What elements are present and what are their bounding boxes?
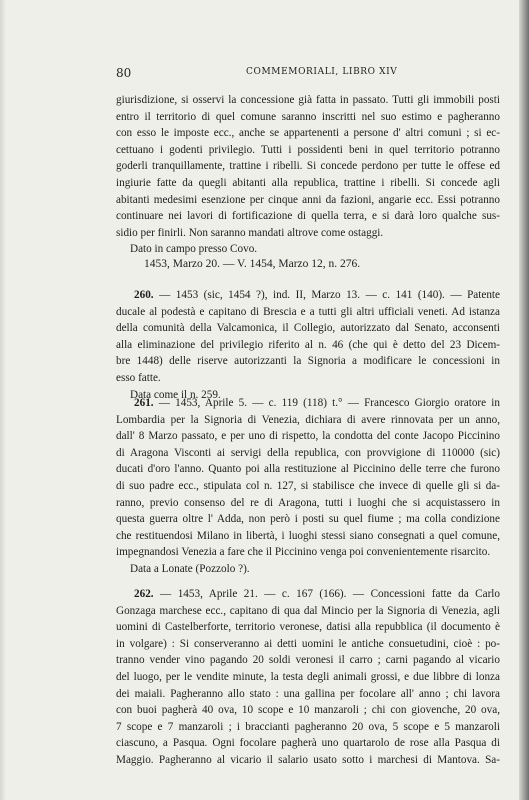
text-line: in volgare) : Si conserveranno ai detti uomini le antiche consuetudini, cioè : po-	[116, 637, 500, 650]
text-line: dei maiali. Pagheranno allo stato : una gallina per focolare all' anno ; chi lavora	[116, 687, 500, 700]
section-heading	[116, 256, 500, 273]
text-line: ranno, previo consenso del re di Aragona, tutti i luoghi che si acquistassero in	[116, 496, 500, 509]
entry-first-line-text: — 1453, Aprile 21. — c. 167 (166). — Concessioni fatte da Carlo	[153, 588, 500, 600]
text-line: di suo padre ecc., stipulata col n. 127, si stabilisce che invece di quelle gli si da-	[116, 479, 500, 492]
text-line: con buoi pagherà 40 ova, 10 scope e 10 manzaroli ; chi con giovenche, 20 ova,	[116, 704, 500, 717]
text-line: goderli tranquillamente, trattine i ribelli. Si concede perdono per tutte le offese ed	[116, 160, 500, 173]
text-line: ciascuno, a Pasqua. Ogni focolare pagherà uno quartarolo de rose alla Pasqua di	[116, 737, 500, 750]
text-line: di Aragona Visconti ai servigi della republica, con provvigione di 110000 (sic)	[116, 446, 500, 459]
page-left-edge	[0, 0, 6, 800]
text-line: del luogo, per le vendite minute, la testa degli animali grossi, e due libbre di lonza	[116, 670, 500, 683]
dated-line: Data a Lonate (Pozzolo ?).	[130, 562, 250, 575]
book-spine-shadow	[519, 0, 529, 800]
text-line: ingiurie fatte da quegli abitanti alla republica, trattine i ribelli. Si concede agli	[116, 176, 500, 189]
text-line: impegnandosi Venezia a fare che il Piccinino venga poi convenientemente risarcito.	[116, 546, 491, 559]
text-line: uomini di Castelberforte, territorio veronese, datisi alla repubblica (il documento è	[116, 621, 500, 634]
text-line: della comunità della Valcamonica, il Collegio, autorizzato dal Senato, acconsenti	[116, 322, 500, 335]
text-line: ducati d'oro l'anno. Quanto poi alla restituzione al Piccinino delle terre che furono	[116, 463, 500, 476]
running-header	[116, 66, 496, 80]
entry-first-line	[116, 586, 500, 603]
text-line: Maggio. Pagheranno al vicario il salario usato sotto i marchesi di Mantova. Sa-	[116, 753, 500, 766]
text-line: sidio per finirli. Non saranno mandati altrove come ostaggi.	[116, 226, 384, 239]
text-line: con esso le imposte ecc., anche se appartenenti a persone d' altri comuni ; si ec-	[116, 127, 500, 140]
entry-first-line	[116, 395, 500, 412]
text-line: bre 1448) delle riserve autorizzanti la Signoria a modificare le concessioni in	[116, 355, 500, 368]
section-heading-text: 1453, Marzo 20. — V. 1454, Marzo 12, n. 276.	[144, 258, 361, 270]
entry-number: 261.	[134, 397, 154, 409]
entry-first-line	[116, 287, 500, 304]
entry-260	[116, 287, 500, 403]
dated-line: Dato in campo presso Covo.	[130, 243, 258, 256]
text-line: Gonzaga marchese ecc., capitano di qua dal Mincio per la Signoria di Venezia, agli	[116, 604, 500, 617]
text-line: Lombardia per la Signoria di Venezia, dichiara di avere rinnovata per un anno,	[116, 413, 500, 426]
text-line: tranno vender vino pagando 20 soldi veronesi il carro ; carni pagando al vicario	[116, 654, 500, 667]
continuation-paragraph	[116, 92, 500, 258]
text-line: ducale al podestà e capitano di Brescia e a tutti gli altri ufficiali veneti. Ad istanza	[116, 305, 500, 318]
entry-number: 260.	[134, 289, 154, 301]
text-line: giurisdizione, si osservi la concessione già fatta in passato. Tutti gli immobili posti	[116, 94, 500, 106]
entry-first-line-text: — 1453, Aprile 5. — c. 119 (118) t.° — Francesco Giorgio oratore in	[153, 397, 500, 409]
text-line: continuare nei lavori di fortificazione di quella terra, e si darà loro qualche sus-	[116, 210, 500, 223]
text-line: 7 scope e 7 manzaroli ; i braccianti pagheranno 20 ova, 5 scope e 5 manzaroli	[116, 720, 500, 733]
text-line: alla eliminazione del privilegio riferito al n. 46 (che qui è detto del 23 Dicem-	[116, 338, 500, 351]
text-line: questa guerra oltre l' Adda, non però i posti su quel fiume ; ma colla condizione	[116, 513, 500, 526]
text-line: che restituendosi Milano in libertà, i luoghi stessi siano consegnati a quel comune,	[116, 529, 500, 542]
entry-261	[116, 395, 500, 578]
text-line: cettuano i godenti privilegio. Tutti i possidenti beni in quel territorio potranno	[116, 143, 500, 156]
entry-262	[116, 586, 500, 769]
text-line: entro il territorio di quel comune saranno inscritti nel suo estimo e pagheranno	[116, 110, 500, 123]
dated-line: Data come il n. 259.	[130, 388, 221, 401]
running-title: COMMEMORIALI, LIBRO XIV	[246, 67, 398, 77]
page-number: 80	[116, 66, 132, 80]
text-line: dall' 8 Marzo passato, e per uno di rispetto, la condotta del conte Jacopo Piccinino	[116, 430, 500, 443]
entry-number: 262.	[134, 588, 154, 600]
text-line: abitanti medesimi esenzione per cinque anni da fazioni, angarie ecc. Essi potranno	[116, 193, 500, 206]
entry-first-line-text: — 1453 (sic, 1454 ?), ind. II, Marzo 13. — c. 141 (140). — Patente	[153, 289, 500, 301]
text-line: esso fatte.	[116, 371, 161, 384]
